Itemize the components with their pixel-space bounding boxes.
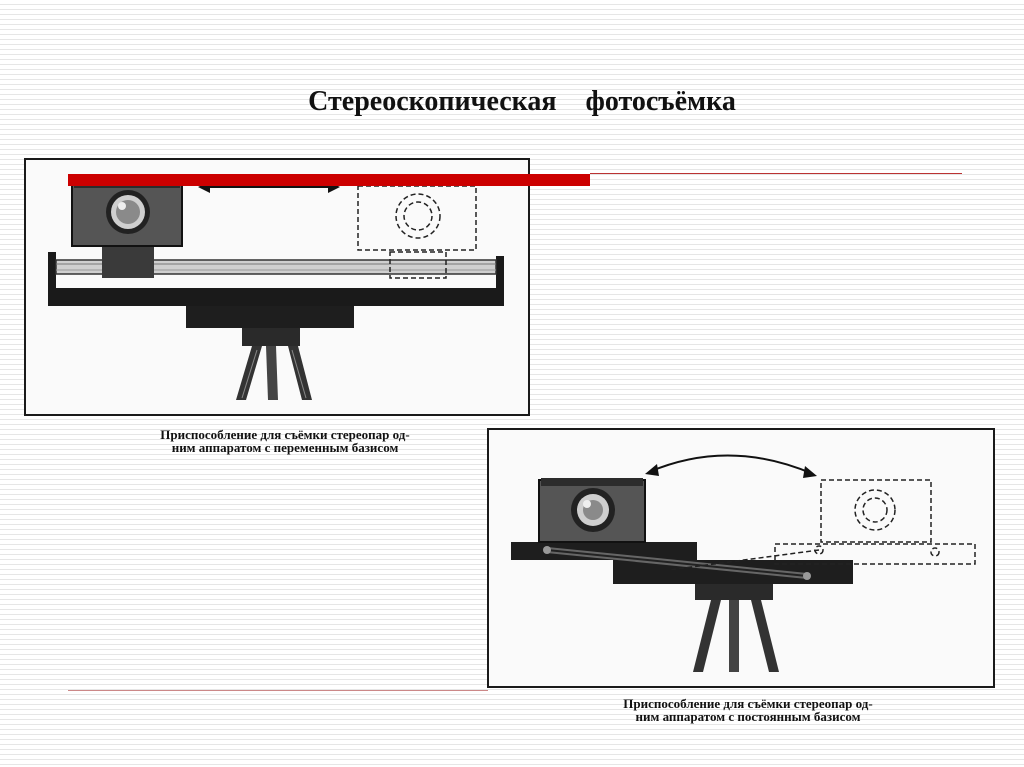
- camera-icon: [539, 478, 645, 542]
- figure-constant-base: [487, 428, 995, 688]
- camera-ghost-icon: [821, 480, 931, 542]
- constant-base-rig-illustration: [489, 430, 993, 686]
- caption-line: Приспособление для съёмки стереопар од-: [623, 696, 873, 711]
- tripod-head: [186, 306, 354, 328]
- figure-caption-variable: [110, 428, 460, 454]
- figure-caption-constant: [578, 697, 918, 723]
- variable-base-rig-illustration: [26, 160, 528, 414]
- figure-variable-base: [24, 158, 530, 416]
- caption-line: ним аппаратом с постоянным базисом: [635, 709, 861, 724]
- caption-line: ним аппаратом с переменным базисом: [171, 440, 399, 455]
- bottom-rule: [68, 690, 488, 691]
- tripod-icon: [236, 326, 312, 400]
- accent-bar: [68, 174, 590, 186]
- accent-rule: [590, 173, 962, 174]
- slide-title: Стереоскопическая фотосъёмка: [308, 86, 736, 117]
- caption-line: Приспособление для съёмки стереопар од-: [160, 427, 410, 442]
- tripod-icon: [693, 582, 779, 672]
- curved-arrow-icon: [645, 455, 817, 478]
- swing-arm-base: [511, 542, 853, 584]
